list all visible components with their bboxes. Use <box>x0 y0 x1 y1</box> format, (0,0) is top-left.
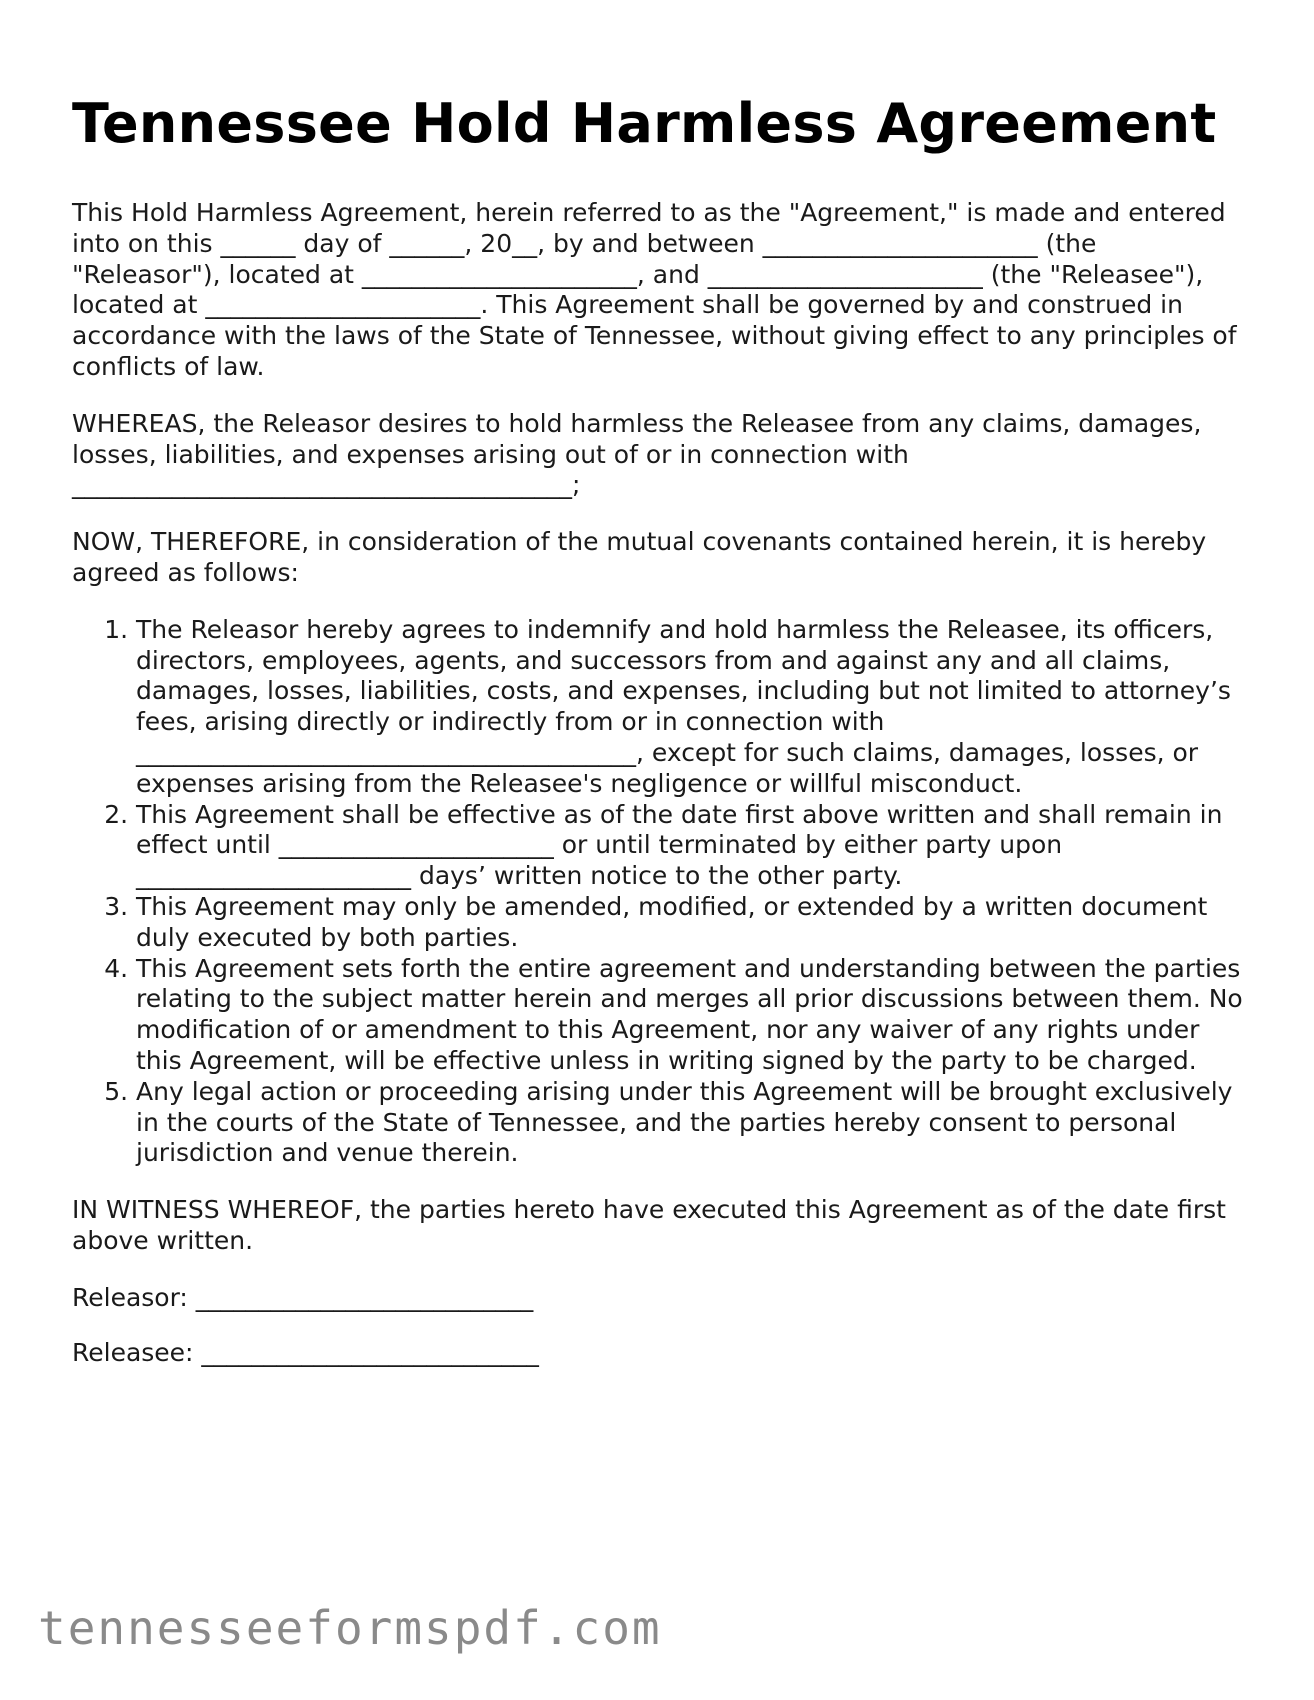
releasee-signature-line: Releasee: ___________________________ <box>72 1337 539 1367</box>
clause-list <box>72 615 1252 1169</box>
clause-item: 1. The Releasor hereby agrees to indemnify and hold harmless the Releasee, its officers, directors, employees, agents, and successors from and against any and all claims, damages, losses, liabilities, costs, and expenses, including but not limited to attorney’s fees, arising directly or indirectly from or in connection with ________________________________________, except for such claims, damages, losses, or expenses arising from the Releasee's negligence or willful misconduct. <box>136 615 1252 800</box>
now-therefore-paragraph: NOW, THEREFORE, in consideration of the mutual covenants contained herein, it is hereby agreed as follows: <box>72 527 1207 587</box>
document-page <box>72 88 1252 1392</box>
releasor-signature-line: Releasor: ___________________________ <box>72 1282 534 1312</box>
intro-paragraph: This Hold Harmless Agreement, herein referred to as the "Agreement," is made and entered into on this ______ day of ______, 20__, by and between ______________________ (the "Releasor"), located at ______________________, and ______________________ (the "Releasee"), located at ______________________. This Agreement shall be governed by and construed in accordance with the laws of the State of Tennessee, without giving effect to any principles of conflicts of law. <box>72 198 1237 381</box>
watermark-text: tennesseeformspdf.com <box>38 1601 662 1655</box>
clause-item: 2. This Agreement shall be effective as of the date first above written and shall remain in effect until ______________________ or until terminated by either party upon ______________________ days’ written notice to the other party. <box>136 800 1252 892</box>
clause-item: 4. This Agreement sets forth the entire agreement and understanding between the parties relating to the subject matter herein and merges all prior discussions between them. No modification of or amendment to this Agreement, nor any waiver of any rights under this Agreement, will be effective unless in writing signed by the party to be charged. <box>136 954 1252 1077</box>
clause-item: 5. Any legal action or proceeding arising under this Agreement will be brought exclusively in the courts of the State of Tennessee, and the parties hereby consent to personal jurisdiction and venue therein. <box>136 1077 1252 1169</box>
whereas-paragraph: WHEREAS, the Releasor desires to hold harmless the Releasee from any claims, damages, losses, liabilities, and expenses arising out of or in connection with ________________________________________; <box>72 408 1202 500</box>
document-title: Tennessee Hold Harmless Agreement <box>72 92 1217 155</box>
witness-paragraph: IN WITNESS WHEREOF, the parties hereto have executed this Agreement as of the date first above written. <box>72 1195 1226 1255</box>
clause-item: 3. This Agreement may only be amended, modified, or extended by a written document duly executed by both parties. <box>136 892 1252 954</box>
